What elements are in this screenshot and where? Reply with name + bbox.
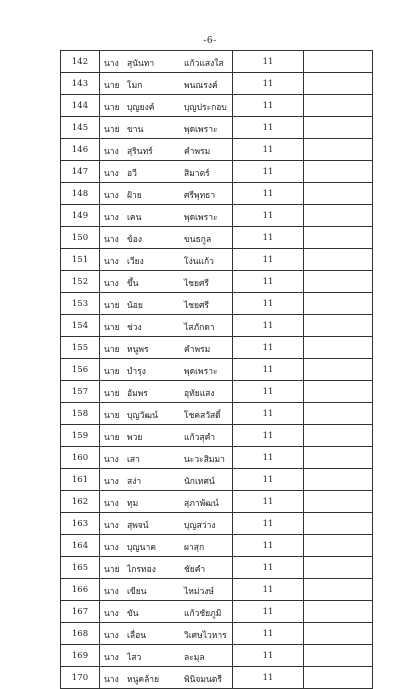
name-cell	[100, 667, 233, 689]
blank-cell	[304, 623, 373, 645]
value-cell: 11	[233, 315, 304, 337]
value-cell: 11	[233, 117, 304, 139]
blank-cell	[304, 315, 373, 337]
name-cell	[100, 73, 233, 95]
name-cell	[100, 95, 233, 117]
row-number: 156	[61, 359, 100, 381]
page-number: -6-	[203, 36, 217, 46]
blank-cell	[304, 469, 373, 491]
row-number: 167	[61, 601, 100, 623]
first-name: ข้อง	[127, 235, 143, 245]
last-name: โง่นแก้ว	[184, 257, 214, 267]
last-name: พุดเพราะ	[184, 213, 218, 223]
name-cell	[100, 51, 233, 73]
blank-cell	[304, 73, 373, 95]
blank-cell	[304, 425, 373, 447]
table-row	[61, 667, 373, 689]
name-title: นาง	[104, 59, 119, 69]
blank-cell	[304, 359, 373, 381]
name-title: นาย	[104, 345, 120, 355]
blank-cell	[304, 403, 373, 425]
blank-cell	[304, 249, 373, 271]
table-row	[61, 315, 373, 337]
roster-body	[61, 51, 373, 689]
blank-cell	[304, 447, 373, 469]
first-name: เขียน	[127, 587, 147, 597]
value-cell: 11	[233, 447, 304, 469]
first-name: เวียง	[127, 257, 144, 267]
value-cell: 11	[233, 601, 304, 623]
name-cell	[100, 447, 233, 469]
blank-cell	[304, 535, 373, 557]
name-cell	[100, 469, 233, 491]
name-title: นาง	[104, 191, 119, 201]
table-row	[61, 161, 373, 183]
row-number: 142	[61, 51, 100, 73]
name-cell	[100, 601, 233, 623]
last-name: ขนธกูล	[184, 235, 212, 245]
last-name: นักเทศน์	[184, 477, 215, 487]
last-name: แก้วสุคำ	[184, 433, 216, 443]
last-name: ศรีพุทธา	[184, 191, 216, 201]
name-cell	[100, 249, 233, 271]
first-name: พวย	[127, 433, 143, 443]
table-row	[61, 95, 373, 117]
name-title: นาง	[104, 213, 119, 223]
table-row	[61, 205, 373, 227]
value-cell: 11	[233, 645, 304, 667]
first-name: ขาน	[127, 125, 144, 135]
row-number: 149	[61, 205, 100, 227]
name-cell	[100, 557, 233, 579]
name-cell	[100, 359, 233, 381]
blank-cell	[304, 161, 373, 183]
table-row	[61, 535, 373, 557]
value-cell: 11	[233, 425, 304, 447]
value-cell: 11	[233, 95, 304, 117]
name-title: นาง	[104, 279, 119, 289]
row-number: 150	[61, 227, 100, 249]
value-cell: 11	[233, 403, 304, 425]
name-cell	[100, 271, 233, 293]
name-title: นาย	[104, 103, 120, 113]
name-title: นาง	[104, 477, 119, 487]
first-name: ช่วง	[127, 323, 142, 333]
table-row	[61, 227, 373, 249]
blank-cell	[304, 95, 373, 117]
last-name: บุญประกอบ	[184, 103, 227, 113]
name-cell	[100, 117, 233, 139]
table-row	[61, 513, 373, 535]
name-cell	[100, 425, 233, 447]
blank-cell	[304, 557, 373, 579]
row-number: 159	[61, 425, 100, 447]
first-name: ไสว	[127, 653, 142, 663]
table-row	[61, 271, 373, 293]
name-cell	[100, 645, 233, 667]
first-name: สุนันทา	[127, 59, 155, 69]
row-number: 153	[61, 293, 100, 315]
name-cell	[100, 161, 233, 183]
value-cell: 11	[233, 205, 304, 227]
row-number: 145	[61, 117, 100, 139]
blank-cell	[304, 139, 373, 161]
table-row	[61, 51, 373, 73]
table-row	[61, 491, 373, 513]
first-name: บุญนาค	[127, 543, 156, 553]
name-cell	[100, 293, 233, 315]
value-cell: 11	[233, 271, 304, 293]
name-title: นาย	[104, 411, 120, 421]
first-name: บุญยงค์	[127, 103, 155, 113]
table-row	[61, 579, 373, 601]
value-cell: 11	[233, 381, 304, 403]
row-number: 163	[61, 513, 100, 535]
row-number: 155	[61, 337, 100, 359]
row-number: 143	[61, 73, 100, 95]
blank-cell	[304, 381, 373, 403]
name-cell	[100, 315, 233, 337]
last-name: แก้วแสงใส	[184, 59, 224, 69]
value-cell: 11	[233, 667, 304, 689]
value-cell: 11	[233, 161, 304, 183]
first-name: โมก	[127, 81, 143, 91]
first-name: เคน	[127, 213, 142, 223]
value-cell: 11	[233, 469, 304, 491]
value-cell: 11	[233, 359, 304, 381]
last-name: โชคสวัสดิ์	[184, 411, 221, 421]
table-row	[61, 601, 373, 623]
last-name: ไสภักดา	[184, 323, 215, 333]
name-cell	[100, 623, 233, 645]
table-row	[61, 139, 373, 161]
table-row	[61, 117, 373, 139]
first-name: เสา	[127, 455, 140, 465]
name-cell	[100, 183, 233, 205]
table-row	[61, 359, 373, 381]
first-name: สุพจน์	[127, 521, 149, 531]
name-title: นาย	[104, 323, 120, 333]
name-title: นาย	[104, 433, 120, 443]
first-name: บุญวัฒน์	[127, 411, 158, 421]
last-name: อุทัยแสง	[184, 389, 215, 399]
name-title: นาง	[104, 499, 119, 509]
name-cell	[100, 403, 233, 425]
name-title: นาง	[104, 543, 119, 553]
last-name: วิเศษไวหาร	[184, 631, 227, 641]
name-title: นาย	[104, 81, 120, 91]
row-number: 165	[61, 557, 100, 579]
roster-table	[60, 50, 373, 689]
blank-cell	[304, 271, 373, 293]
first-name: ทุม	[127, 499, 139, 509]
name-title: นาย	[104, 125, 120, 135]
row-number: 148	[61, 183, 100, 205]
row-number: 164	[61, 535, 100, 557]
first-name: อัมพร	[127, 389, 148, 399]
last-name: ไชยศรี	[184, 279, 209, 289]
name-cell	[100, 381, 233, 403]
value-cell: 11	[233, 513, 304, 535]
row-number: 151	[61, 249, 100, 271]
name-title: นาง	[104, 631, 119, 641]
table-row	[61, 403, 373, 425]
blank-cell	[304, 645, 373, 667]
name-cell	[100, 139, 233, 161]
value-cell: 11	[233, 491, 304, 513]
value-cell: 11	[233, 557, 304, 579]
table-row	[61, 183, 373, 205]
name-title: นาง	[104, 455, 119, 465]
last-name: สุภาพัฒน์	[184, 499, 219, 509]
table-row	[61, 381, 373, 403]
row-number: 161	[61, 469, 100, 491]
last-name: แก้วชัยภูมิ	[184, 609, 222, 619]
name-title: นาง	[104, 609, 119, 619]
first-name: หนูพร	[127, 345, 149, 355]
row-number: 158	[61, 403, 100, 425]
blank-cell	[304, 667, 373, 689]
last-name: บุญสว่าง	[184, 521, 216, 531]
value-cell: 11	[233, 535, 304, 557]
table-row	[61, 447, 373, 469]
row-number: 170	[61, 667, 100, 689]
name-cell	[100, 491, 233, 513]
blank-cell	[304, 183, 373, 205]
blank-cell	[304, 227, 373, 249]
row-number: 147	[61, 161, 100, 183]
last-name: คำพรม	[184, 345, 211, 355]
table-row	[61, 293, 373, 315]
value-cell: 11	[233, 183, 304, 205]
row-number: 157	[61, 381, 100, 403]
first-name: ขึ้น	[127, 279, 139, 289]
table-row	[61, 337, 373, 359]
name-cell	[100, 205, 233, 227]
first-name: น้อย	[127, 301, 143, 311]
name-title: นาย	[104, 565, 120, 575]
last-name: ชัยคำ	[184, 565, 206, 575]
row-number: 162	[61, 491, 100, 513]
name-cell	[100, 579, 233, 601]
table-row	[61, 425, 373, 447]
name-title: นาง	[104, 587, 119, 597]
first-name: ไกรทอง	[127, 565, 156, 575]
first-name: สง่า	[127, 477, 142, 487]
first-name: อวี	[127, 169, 137, 179]
name-title: นาง	[104, 169, 119, 179]
blank-cell	[304, 601, 373, 623]
value-cell: 11	[233, 293, 304, 315]
name-cell	[100, 535, 233, 557]
last-name: พุดเพราะ	[184, 367, 218, 377]
row-number: 144	[61, 95, 100, 117]
last-name: พินิจมนตรี	[184, 675, 222, 685]
blank-cell	[304, 293, 373, 315]
blank-cell	[304, 579, 373, 601]
name-title: นาง	[104, 653, 119, 663]
name-cell	[100, 513, 233, 535]
first-name: ขัน	[127, 609, 139, 619]
value-cell: 11	[233, 249, 304, 271]
name-title: นาย	[104, 367, 120, 377]
value-cell: 11	[233, 139, 304, 161]
last-name: นะวะสิมมา	[184, 455, 225, 465]
last-name: ละมุล	[184, 653, 205, 663]
last-name: คำพรม	[184, 147, 211, 157]
name-cell	[100, 227, 233, 249]
name-cell	[100, 337, 233, 359]
name-title: นาง	[104, 147, 119, 157]
value-cell: 11	[233, 51, 304, 73]
blank-cell	[304, 51, 373, 73]
last-name: พุดเพราะ	[184, 125, 218, 135]
blank-cell	[304, 117, 373, 139]
row-number: 160	[61, 447, 100, 469]
table-row	[61, 645, 373, 667]
last-name: พนณรงค์	[184, 81, 218, 91]
name-title: นาย	[104, 301, 120, 311]
last-name: ผาสุก	[184, 543, 205, 553]
first-name: เลื่อน	[127, 631, 147, 641]
table-row	[61, 623, 373, 645]
value-cell: 11	[233, 623, 304, 645]
table-row	[61, 469, 373, 491]
row-number: 152	[61, 271, 100, 293]
row-number: 154	[61, 315, 100, 337]
last-name: ไหม่วงษ์	[184, 587, 215, 597]
row-number: 168	[61, 623, 100, 645]
first-name: บำรุง	[127, 367, 146, 377]
row-number: 166	[61, 579, 100, 601]
table-row	[61, 557, 373, 579]
value-cell: 11	[233, 73, 304, 95]
name-title: นาง	[104, 235, 119, 245]
first-name: หนูคล้าย	[127, 675, 160, 685]
first-name: สุรินทร์	[127, 147, 153, 157]
blank-cell	[304, 337, 373, 359]
row-number: 146	[61, 139, 100, 161]
name-title: นาง	[104, 257, 119, 267]
last-name: สิมาตร์	[184, 169, 210, 179]
row-number: 169	[61, 645, 100, 667]
value-cell: 11	[233, 337, 304, 359]
table-row	[61, 249, 373, 271]
first-name: ฝ้าย	[127, 191, 142, 201]
table-row	[61, 73, 373, 95]
name-title: นาย	[104, 389, 120, 399]
name-title: นาง	[104, 521, 119, 531]
blank-cell	[304, 205, 373, 227]
blank-cell	[304, 513, 373, 535]
value-cell: 11	[233, 227, 304, 249]
name-title: นาง	[104, 675, 119, 685]
last-name: ไชยศรี	[184, 301, 209, 311]
value-cell: 11	[233, 579, 304, 601]
blank-cell	[304, 491, 373, 513]
